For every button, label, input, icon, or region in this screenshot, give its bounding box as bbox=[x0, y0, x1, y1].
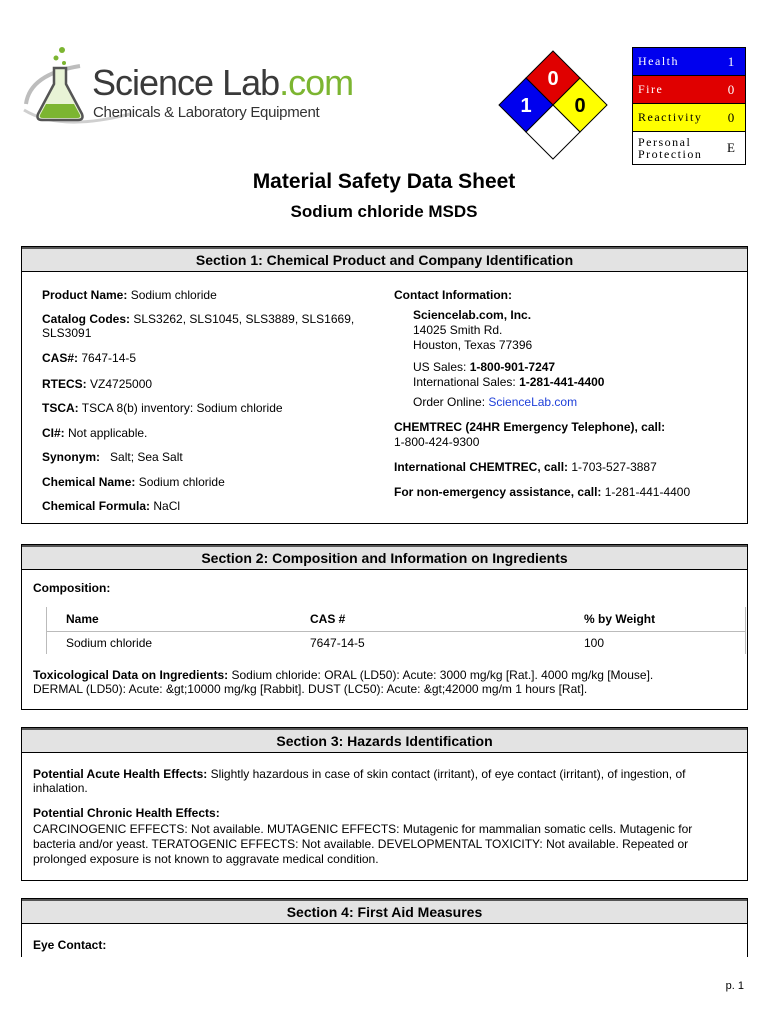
section-2-heading: Section 2: Composition and Information on Ingredients bbox=[22, 545, 747, 570]
table-row bbox=[47, 632, 746, 655]
table-header-row bbox=[47, 607, 746, 632]
tox-data-line-2: DERMAL (LD50): Acute: &gt;10000 mg/kg [Rabbit]. DUST (LC50): Acute: &gt;42000 mg/m 1 hours [Rat]. bbox=[33, 682, 588, 696]
contact-info-label: Contact Information: bbox=[394, 288, 512, 302]
chemical-formula-line: Chemical Formula: NaCl bbox=[42, 499, 181, 513]
hazard-health-label: Health bbox=[638, 54, 679, 68]
chronic-effects-line-3: prolonged exposure is not known to aggravate medical condition. bbox=[33, 852, 379, 866]
nfpa-fire-value: 0 bbox=[547, 68, 559, 90]
eye-contact-label: Eye Contact: bbox=[33, 938, 107, 952]
order-online-line: Order Online: ScienceLab.com bbox=[413, 395, 578, 409]
section-4-heading: Section 4: First Aid Measures bbox=[22, 899, 747, 924]
page-number: p. 1 bbox=[725, 980, 744, 992]
logo-wordmark: Science Lab.com bbox=[92, 62, 354, 103]
section-4 bbox=[21, 898, 748, 957]
hazard-rating-table bbox=[632, 47, 746, 165]
chronic-effects-line-2: bacteria and/or yeast. TERATOGENIC EFFECTS: Not available. DEVELOPMENTAL TOXICITY: Not available. Repeated or bbox=[33, 837, 689, 851]
company-name: Sciencelab.com, Inc. bbox=[413, 308, 532, 322]
synonym-line: Synonym: Salt; Sea Salt bbox=[42, 450, 183, 464]
ci-line: CI#: Not applicable. bbox=[42, 426, 148, 440]
chemtrec-number: 1-800-424-9300 bbox=[394, 435, 480, 449]
tsca-line: TSCA: TSCA 8(b) inventory: Sodium chloride bbox=[42, 401, 283, 415]
table-header-name: Name bbox=[47, 607, 292, 632]
chemtrec-label: CHEMTREC (24HR Emergency Telephone), call: bbox=[394, 420, 666, 434]
sciencelab-link[interactable]: ScienceLab.com bbox=[488, 395, 578, 409]
table-cell-weight: 100 bbox=[565, 632, 746, 655]
hazard-fire-row bbox=[633, 76, 745, 104]
non-emergency-line: For non-emergency assistance, call: 1-281-441-4400 bbox=[394, 485, 691, 499]
chronic-effects-label: Potential Chronic Health Effects: bbox=[33, 806, 220, 820]
hazard-reactivity-row bbox=[633, 104, 745, 132]
hazard-fire-value: 0 bbox=[727, 81, 735, 97]
rtecs-line: RTECS: VZ4725000 bbox=[42, 377, 153, 391]
hazard-health-value: 1 bbox=[727, 53, 735, 69]
table-header-cas: CAS # bbox=[310, 612, 346, 626]
chemical-name-line: Chemical Name: Sodium chloride bbox=[42, 475, 225, 489]
cas-line: CAS#: 7647-14-5 bbox=[42, 351, 137, 365]
section-3-heading: Section 3: Hazards Identification bbox=[22, 728, 747, 753]
table-cell-name: Sodium chloride bbox=[47, 632, 292, 655]
hazard-reactivity-value: 0 bbox=[727, 109, 735, 125]
table-header-weight: % by Weight bbox=[565, 607, 746, 632]
hazard-ppe-label-1: Personal bbox=[638, 135, 692, 149]
document-subtitle: Sodium chloride MSDS bbox=[290, 202, 478, 221]
nfpa-health-value: 1 bbox=[520, 95, 532, 117]
acute-effects-line-2: inhalation. bbox=[33, 781, 88, 795]
hazard-reactivity-label: Reactivity bbox=[638, 110, 703, 124]
table-cell-cas: 7647-14-5 bbox=[291, 632, 565, 655]
section-2 bbox=[21, 544, 748, 710]
chronic-effects-line-1: CARCINOGENIC EFFECTS: Not available. MUTAGENIC EFFECTS: Mutagenic for mammalian somatic cells. Mutagenic for bbox=[33, 822, 693, 836]
intl-chemtrec-line: International CHEMTREC, call: 1-703-527-3887 bbox=[394, 460, 657, 474]
composition-label: Composition: bbox=[33, 581, 111, 595]
composition-table bbox=[46, 607, 746, 654]
address-line-2: Houston, Texas 77396 bbox=[413, 338, 533, 352]
address-line-1: 14025 Smith Rd. bbox=[413, 323, 503, 337]
tox-data-line: Toxicological Data on Ingredients: Sodium chloride: ORAL (LD50): Acute: 3000 mg/kg [Rat.]. 4000 mg/kg [Mouse]. bbox=[33, 668, 654, 682]
catalog-codes-line-2: SLS3091 bbox=[42, 326, 92, 340]
section-1-heading: Section 1: Chemical Product and Company Identification bbox=[22, 247, 747, 272]
hazard-ppe-row bbox=[633, 132, 745, 164]
hazard-health-row bbox=[633, 48, 745, 76]
logo-tagline: Chemicals & Laboratory Equipment bbox=[93, 104, 320, 121]
hazard-ppe-value: E bbox=[727, 140, 735, 155]
intl-sales-line: International Sales: 1-281-441-4400 bbox=[413, 375, 605, 389]
catalog-codes-line: Catalog Codes: SLS3262, SLS1045, SLS3889, SLS1669, bbox=[42, 312, 355, 326]
hazard-ppe-label-2: Protection bbox=[638, 147, 703, 161]
us-sales-line: US Sales: 1-800-901-7247 bbox=[413, 360, 556, 374]
document-title: Material Safety Data Sheet bbox=[252, 170, 516, 193]
product-name-line: Product Name: Sodium chloride bbox=[42, 288, 217, 302]
section-3 bbox=[21, 727, 748, 881]
nfpa-diamond bbox=[498, 47, 608, 165]
nfpa-reactivity-value: 0 bbox=[574, 95, 586, 117]
acute-effects-line: Potential Acute Health Effects: Slightly hazardous in case of skin contact (irritant), of eye contact (irritant), of ingestion, of bbox=[33, 767, 686, 781]
section-1 bbox=[21, 246, 748, 524]
hazard-fire-label: Fire bbox=[638, 82, 664, 96]
